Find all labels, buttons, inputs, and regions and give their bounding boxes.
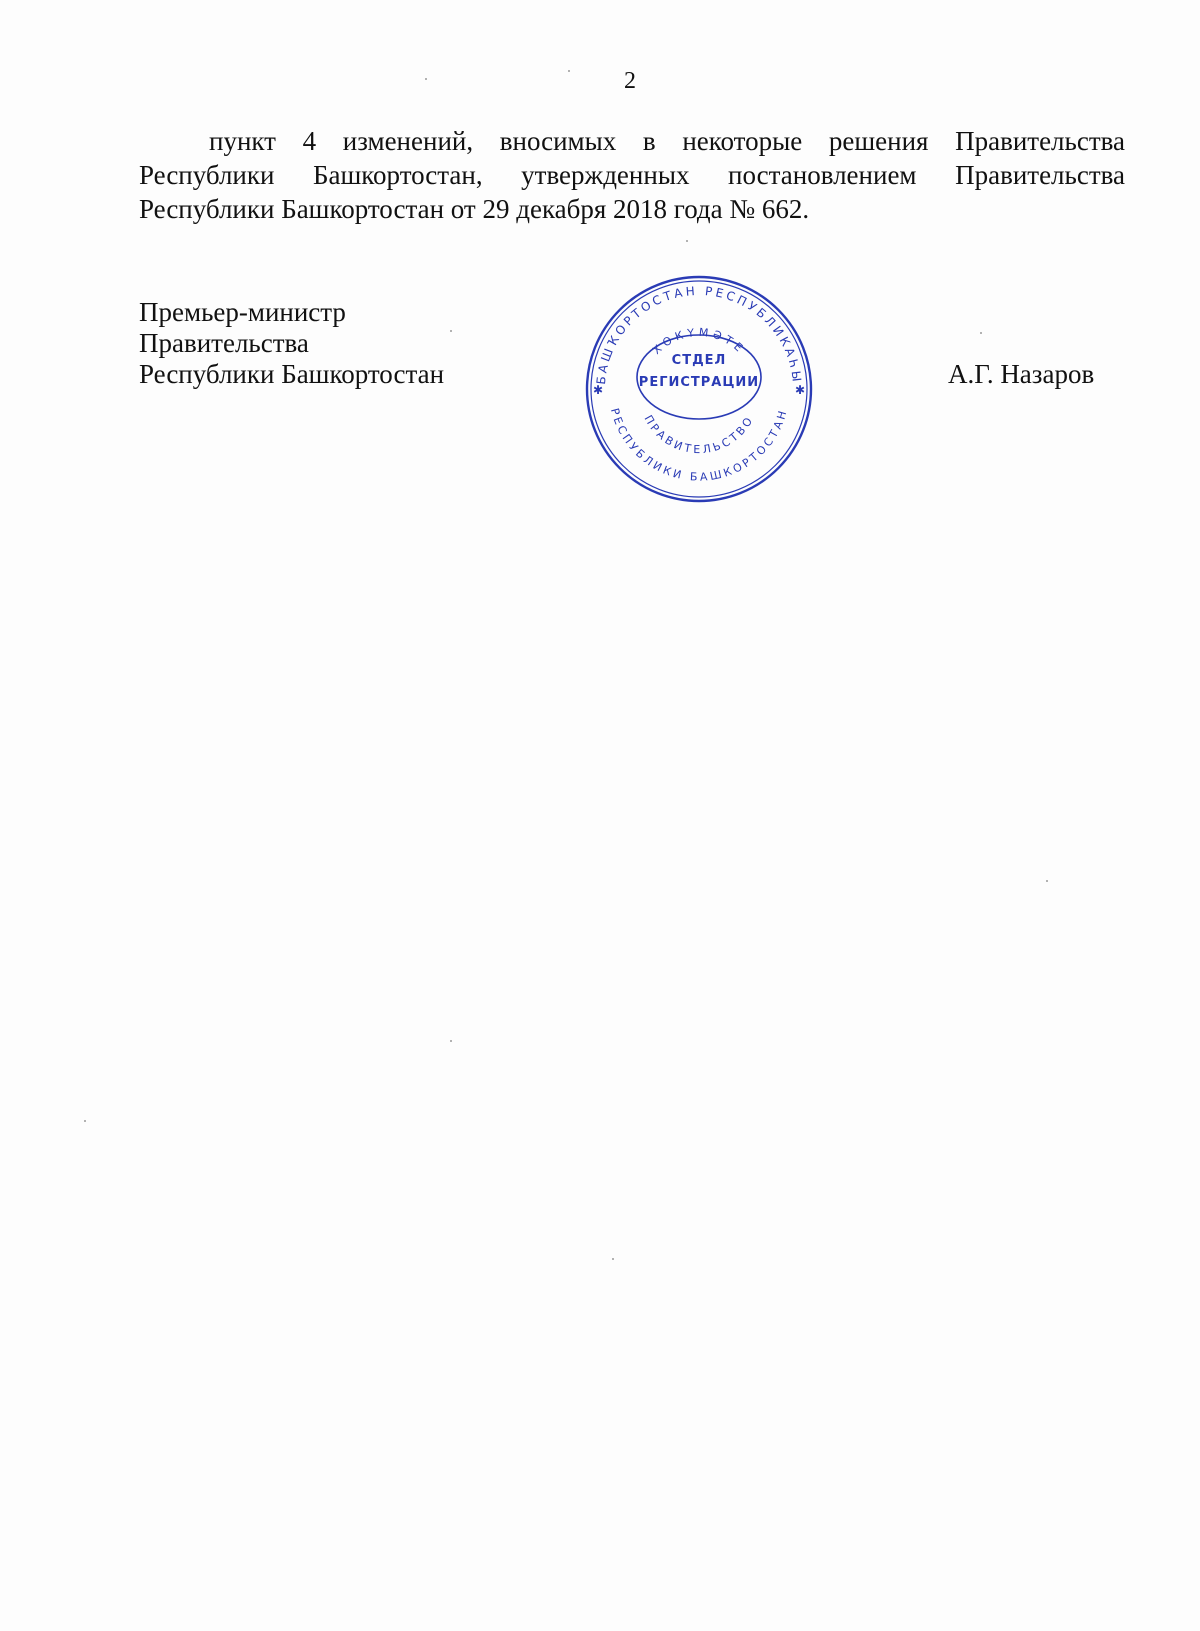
star-icon: ✱ xyxy=(794,383,806,397)
scan-speck xyxy=(980,332,982,334)
stamp-inner-subtext: РЕСПУБЛИКИ БАШКОРТОСТАН xyxy=(607,406,791,484)
stamp-outer-text: БАШҠОРТОСТАН РЕСПУБЛИКАҺЫ xyxy=(593,283,805,386)
stamp-center-line: РЕГИСТРАЦИИ xyxy=(638,375,760,390)
scan-speck xyxy=(1046,880,1048,882)
stamp-inner-text: ПРАВИТЕЛЬСТВО xyxy=(641,412,757,457)
star-icon: ✱ xyxy=(592,383,604,397)
body-line: пункт 4 изменений, вносимых в некоторые решения Правительства xyxy=(209,126,1125,156)
stamp-center-line: СТДЕЛ xyxy=(671,353,727,368)
scan-speck xyxy=(612,1258,614,1260)
body-paragraph xyxy=(139,124,1125,226)
scan-speck xyxy=(450,330,452,332)
scan-speck xyxy=(568,70,570,72)
signatory-position-line: Премьер-министр xyxy=(139,297,346,327)
page-number: 2 xyxy=(624,68,636,94)
signatory-position-line: Республики Башкортостан xyxy=(139,359,445,389)
stamp-outer-subtext: ХӨКҮМӘТЕ xyxy=(650,325,748,357)
signatory-position-line: Правительства xyxy=(139,328,309,358)
body-line: Республики Башкортостан от 29 декабря 2018 года № 662. xyxy=(139,194,810,224)
stamp-seal xyxy=(574,264,824,514)
scan-speck xyxy=(425,78,427,80)
body-line: Республики Башкортостан, утвержденных постановлением Правительства xyxy=(139,160,1125,190)
signatory-name: А.Г. Назаров xyxy=(948,359,1095,389)
signatory-position xyxy=(139,297,444,390)
scan-speck xyxy=(450,1040,452,1042)
official-stamp xyxy=(574,264,824,514)
scan-speck xyxy=(686,240,688,242)
scan-speck xyxy=(84,1120,86,1122)
